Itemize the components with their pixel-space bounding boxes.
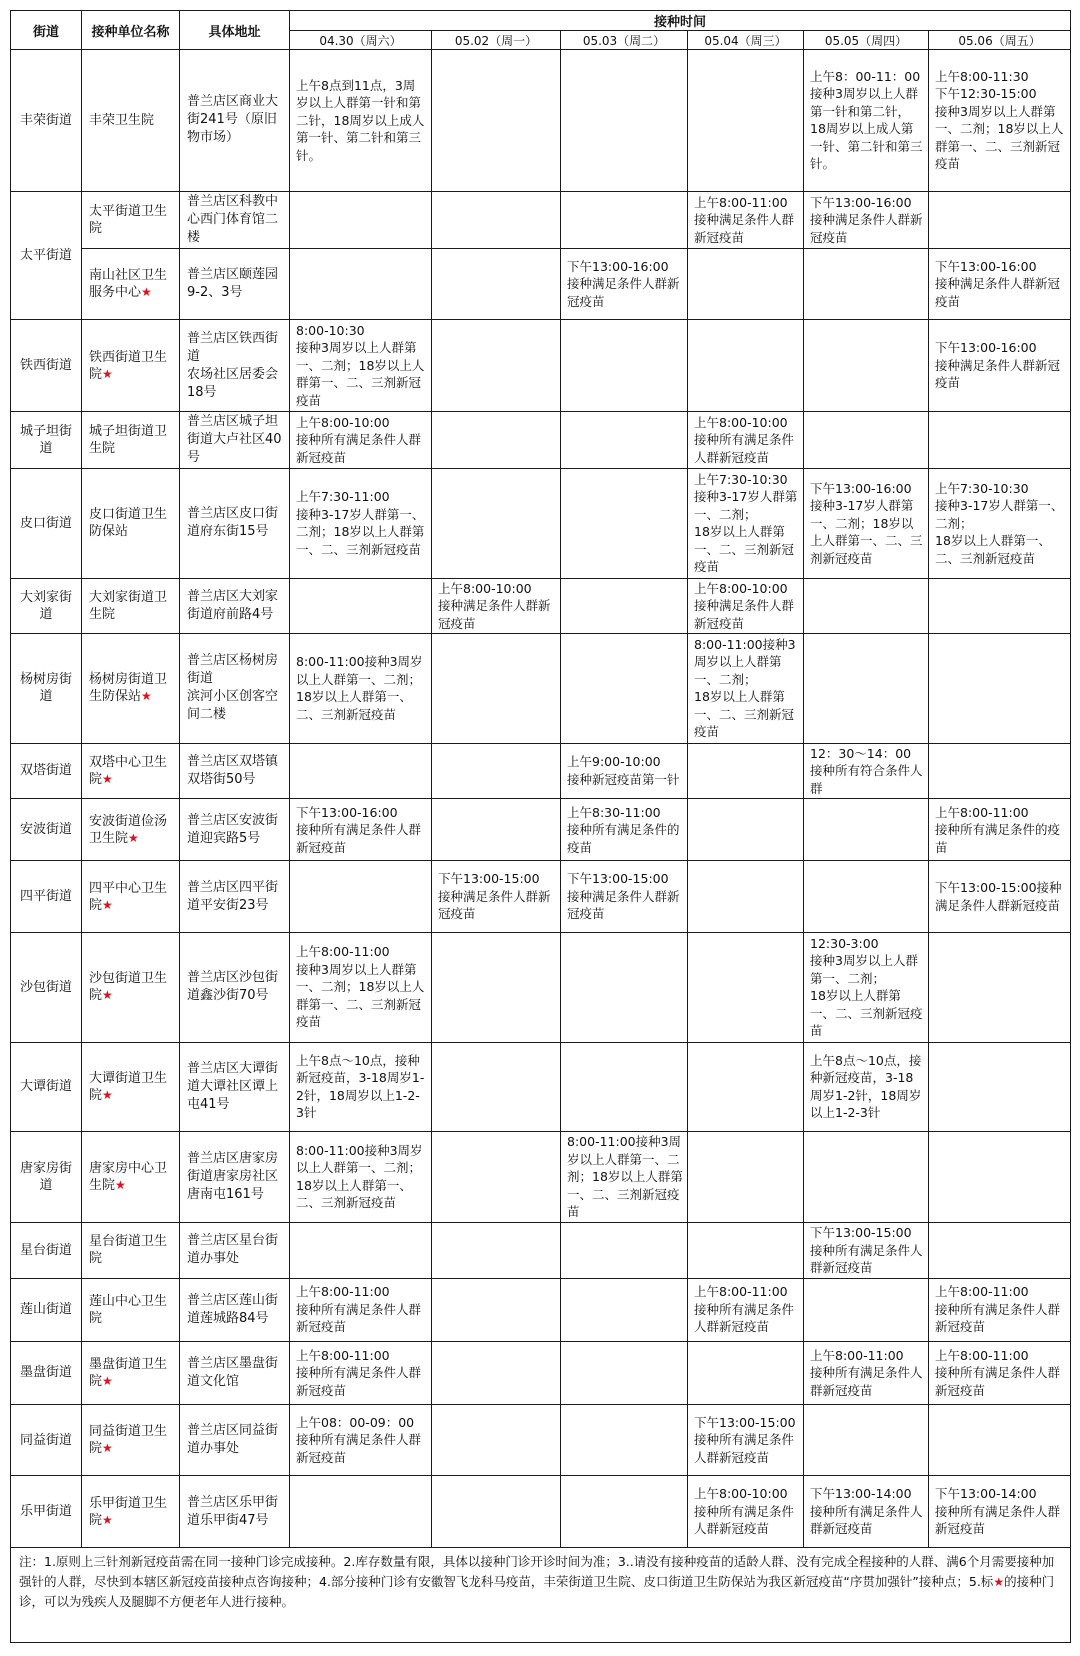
unit-name: 安波街道俭汤卫生院 (89, 813, 168, 846)
header-address: 具体地址 (180, 11, 290, 50)
star-icon: ★ (141, 285, 152, 300)
address-cell: 普兰店区城子坦街道大卢社区40号 (180, 411, 290, 468)
schedule-cell: 上午8:00-10:00 接种满足条件人群新冠疫苗 (432, 578, 561, 633)
schedule-cell: 下午13:00-16:00 接种满足条件人群新冠疫苗 (929, 248, 1071, 319)
star-icon: ★ (993, 1575, 1005, 1589)
table-row (11, 743, 1071, 798)
unit-cell (82, 578, 180, 633)
unit-cell (82, 932, 180, 1042)
star-icon: ★ (102, 366, 113, 381)
schedule-cell (432, 248, 561, 319)
schedule-cell (929, 1223, 1071, 1278)
unit-name: 沙包街道卫生院 (89, 971, 168, 1004)
footnote-text: 注：1.原则上三针剂新冠疫苗需在同一接种门诊完成接种。2.库存数量有限，具体以接种门诊开诊时间为准；3..请没有接种疫苗的适龄人群、没有完成全程接种的人群、满6个月需要接种加强针的人群，尽快到本辖区新冠疫苗接种点咨询接种；4.部分接种门诊有安徽智飞龙科马疫苗，丰荣街道卫生院、皮口街道卫生防保站为我区新冠疫苗“序贯加强针”接种点；5.标 (19, 1554, 1055, 1589)
schedule-cell: 上午8:00-10:00 接种满足条件人群新冠疫苗 (688, 578, 804, 633)
schedule-cell (432, 320, 561, 412)
unit-name: 铁西街道卫生院 (89, 349, 168, 382)
unit-name: 墨盘街道卫生院 (89, 1356, 168, 1389)
header-street: 街道 (11, 11, 82, 50)
schedule-cell (804, 578, 929, 633)
schedule-cell (929, 1042, 1071, 1131)
schedule-cell: 上午8:30-11:00 接种所有满足条件的疫苗 (561, 799, 688, 861)
schedule-cell: 下午13:00-15:00 接种所有满足条件人群新冠疫苗 (804, 1223, 929, 1278)
schedule-cell (561, 1223, 688, 1278)
star-icon: ★ (115, 1177, 126, 1192)
street-cell: 杨树房街道 (11, 634, 82, 744)
table-row (11, 799, 1071, 861)
footnote-text-end: 的接种门诊，可以为残疾人及腿脚不方便老年人进行接种。 (19, 1574, 1055, 1609)
schedule-cell (688, 248, 804, 319)
address-cell: 普兰店区四平街道平安街23号 (180, 861, 290, 932)
star-icon: ★ (141, 689, 152, 704)
table-row (11, 320, 1071, 412)
header-day: 05.05（周四） (804, 31, 929, 50)
schedule-cell (688, 1341, 804, 1404)
unit-cell (82, 1341, 180, 1404)
schedule-cell (290, 1223, 432, 1278)
address-cell: 普兰店区乐甲街道乐甲街47号 (180, 1476, 290, 1548)
schedule-cell (804, 1404, 929, 1475)
schedule-cell (561, 191, 688, 248)
street-cell: 同益街道 (11, 1404, 82, 1475)
schedule-cell (561, 1042, 688, 1131)
schedule-cell: 上午8点到11点，3周岁以上人群第一针和第二针，18周岁以上成人第一针、第二针和第三针。 (290, 50, 432, 192)
street-cell: 四平街道 (11, 861, 82, 932)
address-cell: 普兰店区星台街道办事处 (180, 1223, 290, 1278)
schedule-cell (804, 1131, 929, 1223)
schedule-cell: 8:00-11:00接种3周岁以上人群第一、二剂； 18岁以上人群第一、二、三剂新冠疫苗 (688, 634, 804, 744)
schedule-cell (929, 1404, 1071, 1475)
unit-name: 双塔中心卫生院 (89, 754, 168, 787)
header-time: 接种时间 (290, 11, 1071, 31)
schedule-cell (929, 634, 1071, 744)
unit-name: 杨树房街道卫生防保站 (89, 672, 168, 705)
schedule-cell: 下午13:00-16:00 接种满足条件人群新冠疫苗 (804, 191, 929, 248)
address-cell: 普兰店区安波街道迎宾路5号 (180, 799, 290, 861)
schedule-cell (561, 1278, 688, 1341)
unit-cell (82, 861, 180, 932)
table-row (11, 634, 1071, 744)
schedule-cell (290, 743, 432, 798)
unit-cell (82, 634, 180, 744)
unit-name: 唐家房中心卫生院 (89, 1160, 168, 1193)
header-day: 04.30（周六） (290, 31, 432, 50)
schedule-cell: 12:30-3:00 接种3周岁以上人群第一、二剂； 18岁以上人群第一、二、三剂新冠疫苗 (804, 932, 929, 1042)
schedule-cell: 上午8:00-11:00 接种所有满足条件的疫苗 (929, 799, 1071, 861)
schedule-cell: 8:00-11:00接种3周岁以上人群第一、二剂；18岁以上人群第一、二、三剂新冠疫苗 (290, 1131, 432, 1223)
schedule-cell: 上午8:00-11:00 接种所有满足条件人群新冠疫苗 (804, 1341, 929, 1404)
schedule-cell (561, 411, 688, 468)
schedule-cell (432, 1223, 561, 1278)
unit-cell (82, 50, 180, 192)
schedule-cell: 上午8:00-10:00 接种所有满足条件人群新冠疫苗 (688, 411, 804, 468)
schedule-cell: 下午13:00-14:00 接种所有满足条件人群新冠疫苗 (929, 1476, 1071, 1548)
schedule-cell (561, 1476, 688, 1548)
schedule-cell (432, 799, 561, 861)
schedule-cell: 8:00-11:00接种3周岁以上人群第一、二剂；18岁以上人群第一、二、三剂新冠疫苗 (290, 634, 432, 744)
schedule-cell (432, 191, 561, 248)
street-cell: 铁西街道 (11, 320, 82, 412)
schedule-cell (432, 932, 561, 1042)
table-row (11, 932, 1071, 1042)
street-cell: 大谭街道 (11, 1042, 82, 1131)
street-cell: 大刘家街道 (11, 578, 82, 633)
star-icon: ★ (102, 1087, 113, 1102)
unit-name: 乐甲街道卫生院 (89, 1495, 168, 1528)
unit-cell (82, 468, 180, 578)
schedule-cell: 上午7:30-10:30 接种3-17岁人群第一、二剂； 18岁以上人群第一、二、三剂新冠疫苗 (929, 468, 1071, 578)
schedule-cell: 8:00-10:30 接种3周岁以上人群第一、二剂；18岁以上人群第一、二、三剂新冠疫苗 (290, 320, 432, 412)
address-cell: 普兰店区大刘家街道府前路4号 (180, 578, 290, 633)
schedule-cell (688, 50, 804, 192)
schedule-cell: 12：30～14：00 接种所有符合条件人群 (804, 743, 929, 798)
header-day: 05.03（周二） (561, 31, 688, 50)
unit-name: 四平中心卫生院 (89, 880, 168, 913)
schedule-cell (561, 932, 688, 1042)
address-cell: 普兰店区商业大街241号（原旧物市场） (180, 50, 290, 192)
schedule-cell: 上午8:00-11:00 接种所有满足条件人群新冠疫苗 (929, 1278, 1071, 1341)
unit-cell (82, 191, 180, 248)
street-cell: 唐家房街道 (11, 1131, 82, 1223)
schedule-cell (561, 320, 688, 412)
street-cell: 丰荣街道 (11, 50, 82, 192)
address-cell: 普兰店区铁西街道 农场社区居委会18号 (180, 320, 290, 412)
schedule-cell: 下午13:00-15:00 接种满足条件人群新冠疫苗 (561, 861, 688, 932)
header-day: 05.06（周五） (929, 31, 1071, 50)
schedule-cell: 上午7:30-10:30 接种3-17岁人群第一、二剂； 18岁以上人群第一、二、三剂新冠疫苗 (688, 468, 804, 578)
schedule-cell (688, 1223, 804, 1278)
schedule-cell (432, 1131, 561, 1223)
schedule-cell (432, 1042, 561, 1131)
address-cell: 普兰店区颐莲园9-2、3号 (180, 248, 290, 319)
table-row (11, 248, 1071, 319)
star-icon: ★ (128, 830, 139, 845)
schedule-cell (804, 799, 929, 861)
schedule-cell (804, 634, 929, 744)
address-cell: 普兰店区墨盘街道文化馆 (180, 1341, 290, 1404)
schedule-cell (290, 191, 432, 248)
schedule-cell (804, 411, 929, 468)
schedule-cell: 上午08：00-09：00 接种所有满足条件人群新冠疫苗 (290, 1404, 432, 1475)
unit-name: 星台街道卫生院 (89, 1234, 168, 1267)
header-unit: 接种单位名称 (82, 11, 180, 50)
address-cell: 普兰店区同益街道办事处 (180, 1404, 290, 1475)
unit-cell (82, 1042, 180, 1131)
unit-cell (82, 743, 180, 798)
unit-cell (82, 1131, 180, 1223)
schedule-cell: 上午8:00-11:30 下午12:30-15:00 接种3周岁以上人群第一、二剂；18岁以上人群第一、二、三剂新冠疫苗 (929, 50, 1071, 192)
unit-name: 丰荣卫生院 (89, 112, 155, 128)
schedule-cell (432, 50, 561, 192)
schedule-cell (804, 1278, 929, 1341)
schedule-cell (688, 932, 804, 1042)
schedule-cell (688, 1131, 804, 1223)
address-cell: 普兰店区杨树房街道 滨河小区创客空间二楼 (180, 634, 290, 744)
unit-cell (82, 1476, 180, 1548)
unit-name: 皮口街道卫生防保站 (89, 507, 168, 540)
schedule-cell (290, 248, 432, 319)
street-cell: 星台街道 (11, 1223, 82, 1278)
unit-name: 同益街道卫生院 (89, 1424, 168, 1457)
address-cell: 普兰店区唐家房街道唐家房社区唐南屯161号 (180, 1131, 290, 1223)
table-row (11, 411, 1071, 468)
street-cell: 莲山街道 (11, 1278, 82, 1341)
schedule-cell (432, 468, 561, 578)
street-cell: 墨盘街道 (11, 1341, 82, 1404)
schedule-cell (561, 468, 688, 578)
address-cell: 普兰店区沙包街道鑫沙街70号 (180, 932, 290, 1042)
schedule-cell: 上午8:00-11:00 接种所有满足条件人群新冠疫苗 (688, 1278, 804, 1341)
street-cell: 双塔街道 (11, 743, 82, 798)
unit-name: 大刘家街道卫生院 (89, 589, 168, 622)
street-cell: 城子坦街道 (11, 411, 82, 468)
schedule-cell (688, 799, 804, 861)
schedule-cell: 下午13:00-16:00 接种满足条件人群新冠疫苗 (561, 248, 688, 319)
schedule-cell (688, 320, 804, 412)
schedule-cell (432, 411, 561, 468)
schedule-cell: 上午8:00-11:00 接种所有满足条件人群新冠疫苗 (290, 1278, 432, 1341)
schedule-cell (432, 743, 561, 798)
schedule-cell: 上午8:00-11:00 接种所有满足条件人群新冠疫苗 (290, 1341, 432, 1404)
table-row (11, 1131, 1071, 1223)
schedule-cell (929, 743, 1071, 798)
street-cell: 乐甲街道 (11, 1476, 82, 1548)
unit-cell (82, 248, 180, 319)
schedule-cell: 下午13:00-16:00 接种所有满足条件人群新冠疫苗 (290, 799, 432, 861)
schedule-cell: 上午9:00-10:00 接种新冠疫苗第一针 (561, 743, 688, 798)
schedule-cell: 下午13:00-15:00接种满足条件人群新冠疫苗 (929, 861, 1071, 932)
schedule-cell: 上午8:00-11:00 接种3周岁以上人群第一、二剂；18岁以上人群第一、二、三剂新冠疫苗 (290, 932, 432, 1042)
schedule-cell (561, 1404, 688, 1475)
star-icon: ★ (102, 1373, 113, 1388)
schedule-cell: 下午13:00-16:00 接种3-17岁人群第一、二剂；18岁以上人群第一、二、三剂新冠疫苗 (804, 468, 929, 578)
table-row (11, 861, 1071, 932)
table-row (11, 578, 1071, 633)
header-day: 05.02（周一） (432, 31, 561, 50)
schedule-cell (929, 1131, 1071, 1223)
schedule-cell (688, 743, 804, 798)
star-icon: ★ (102, 771, 113, 786)
star-icon: ★ (102, 988, 113, 1003)
unit-name: 南山社区卫生服务中心 (89, 268, 168, 301)
schedule-cell (432, 1341, 561, 1404)
unit-name: 太平街道卫生院 (89, 203, 168, 236)
unit-cell (82, 799, 180, 861)
schedule-cell: 上午8点～10点，接种新冠疫苗，3-18周岁1-2针，18周岁以上1-2-3针 (290, 1042, 432, 1131)
table-row (11, 1476, 1071, 1548)
address-cell: 普兰店区大谭街道大谭社区谭上屯41号 (180, 1042, 290, 1131)
street-cell: 太平街道 (11, 191, 82, 319)
schedule-cell (929, 191, 1071, 248)
schedule-cell (432, 1404, 561, 1475)
star-icon: ★ (102, 1512, 113, 1527)
street-cell: 沙包街道 (11, 932, 82, 1042)
table-row (11, 1223, 1071, 1278)
schedule-cell (688, 861, 804, 932)
schedule-cell: 8:00-11:00接种3周岁以上人群第一、二剂；18岁以上人群第一、二、三剂新冠疫苗 (561, 1131, 688, 1223)
footnote (11, 1548, 1071, 1643)
table-row (11, 468, 1071, 578)
street-cell: 皮口街道 (11, 468, 82, 578)
table-row (11, 191, 1071, 248)
address-cell: 普兰店区莲山街道莲城路84号 (180, 1278, 290, 1341)
address-cell: 普兰店区皮口街道府东街15号 (180, 468, 290, 578)
schedule-cell (561, 578, 688, 633)
schedule-cell (290, 861, 432, 932)
schedule-cell (561, 634, 688, 744)
table-row (11, 1278, 1071, 1341)
schedule-cell (290, 1476, 432, 1548)
schedule-cell: 下午13:00-15:00 接种满足条件人群新冠疫苗 (432, 861, 561, 932)
unit-cell (82, 320, 180, 412)
unit-name: 莲山中心卫生院 (89, 1293, 168, 1326)
schedule-cell: 上午8:00-11:00 接种所有满足条件人群新冠疫苗 (929, 1341, 1071, 1404)
schedule-cell: 下午13:00-14:00 接种所有满足条件人群新冠疫苗 (804, 1476, 929, 1548)
schedule-cell (561, 1341, 688, 1404)
schedule-cell (929, 578, 1071, 633)
schedule-cell (929, 411, 1071, 468)
schedule-cell: 上午7:30-11:00 接种3-17岁人群第一、二剂；18岁以上人群第一、二、三剂新冠疫苗 (290, 468, 432, 578)
schedule-cell (432, 1476, 561, 1548)
schedule-cell (290, 578, 432, 633)
schedule-cell (804, 248, 929, 319)
schedule-cell: 下午13:00-15:00 接种所有满足条件人群新冠疫苗 (688, 1404, 804, 1475)
vaccination-schedule-table (10, 10, 1071, 1643)
schedule-cell: 下午13:00-16:00 接种满足条件人群新冠疫苗 (929, 320, 1071, 412)
schedule-cell: 上午8:00-11:00 接种满足条件人群新冠疫苗 (688, 191, 804, 248)
street-cell: 安波街道 (11, 799, 82, 861)
unit-cell (82, 1278, 180, 1341)
address-cell: 普兰店区科教中心西门体育馆二楼 (180, 191, 290, 248)
schedule-cell (432, 1278, 561, 1341)
unit-cell (82, 1223, 180, 1278)
schedule-cell (929, 932, 1071, 1042)
table-row (11, 1404, 1071, 1475)
schedule-cell: 上午8:00-10:00 接种所有满足条件人群新冠疫苗 (290, 411, 432, 468)
schedule-cell: 上午8：00-11：00 接种3周岁以上人群第一针和第二针，18周岁以上成人第一针、第二针和第三针。 (804, 50, 929, 192)
unit-cell (82, 1404, 180, 1475)
header-day: 05.04（周三） (688, 31, 804, 50)
unit-name: 城子坦街道卫生院 (89, 423, 168, 456)
schedule-cell (804, 320, 929, 412)
schedule-cell (561, 50, 688, 192)
schedule-cell (804, 861, 929, 932)
star-icon: ★ (102, 1441, 113, 1456)
schedule-cell: 上午8:00-10:00 接种所有满足条件人群新冠疫苗 (688, 1476, 804, 1548)
schedule-cell (688, 1042, 804, 1131)
address-cell: 普兰店区双塔镇双塔街50号 (180, 743, 290, 798)
schedule-cell: 上午8点～10点，接种新冠疫苗，3-18周岁1-2针，18周岁以上1-2-3针 (804, 1042, 929, 1131)
unit-name: 大谭街道卫生院 (89, 1070, 168, 1103)
table-row (11, 1042, 1071, 1131)
schedule-cell (432, 634, 561, 744)
unit-cell (82, 411, 180, 468)
star-icon: ★ (102, 897, 113, 912)
table-row (11, 1341, 1071, 1404)
table-row (11, 50, 1071, 192)
